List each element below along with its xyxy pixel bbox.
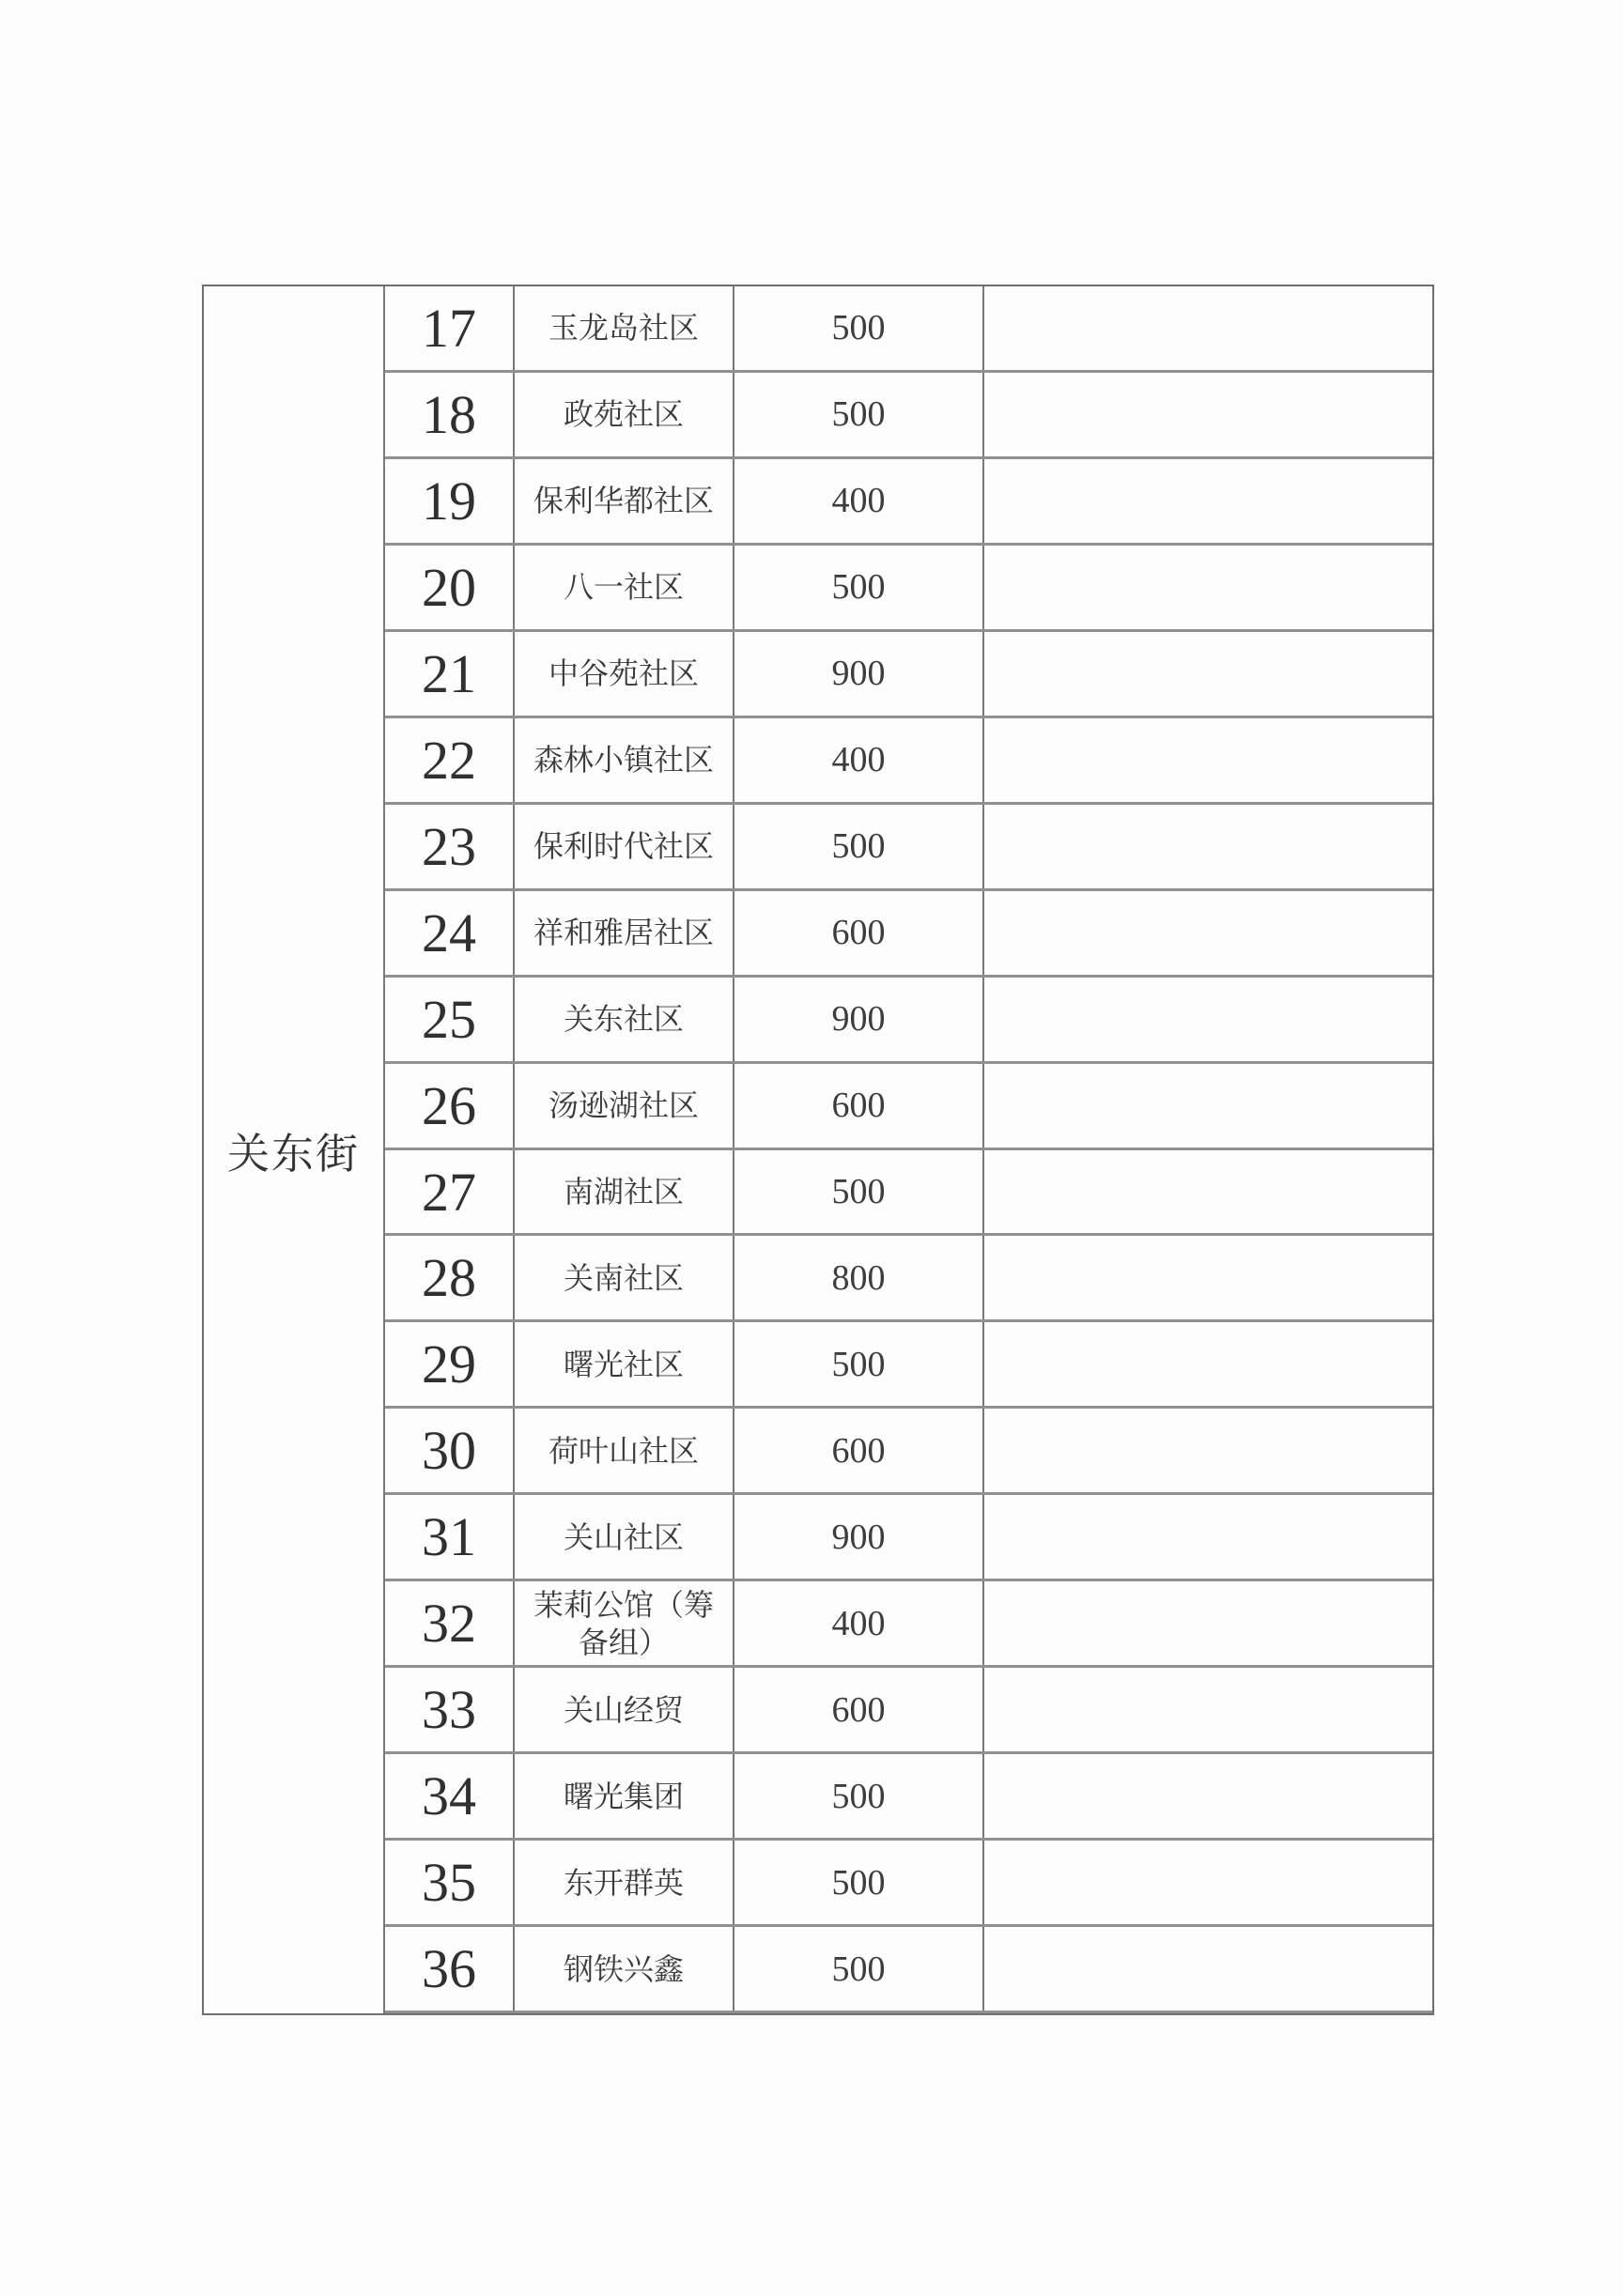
table-row — [385, 718, 1432, 805]
amount-cell: 600 — [734, 1064, 984, 1148]
amount-cell: 400 — [734, 1581, 984, 1665]
community-name-cell: 森林小镇社区 — [515, 718, 734, 802]
allocation-table — [202, 285, 1434, 2015]
amount-cell: 500 — [734, 1150, 984, 1234]
serial-number-cell: 30 — [385, 1409, 515, 1492]
amount-cell: 800 — [734, 1236, 984, 1319]
amount-cell: 900 — [734, 1495, 984, 1579]
serial-number-cell: 36 — [385, 1927, 515, 2011]
community-name-cell: 关南社区 — [515, 1236, 734, 1319]
amount-cell: 400 — [734, 718, 984, 802]
table-row — [385, 805, 1432, 891]
serial-number-cell: 22 — [385, 718, 515, 802]
remarks-cell — [984, 1064, 1432, 1148]
remarks-cell — [984, 1927, 1432, 2011]
amount-cell: 500 — [734, 1322, 984, 1406]
serial-number-cell: 20 — [385, 546, 515, 629]
remarks-cell — [984, 805, 1432, 888]
remarks-cell — [984, 1581, 1432, 1665]
table-row — [385, 1927, 1432, 2013]
amount-cell: 500 — [734, 1841, 984, 1924]
remarks-cell — [984, 459, 1432, 543]
amount-cell: 500 — [734, 1927, 984, 2011]
serial-number-cell: 31 — [385, 1495, 515, 1579]
amount-cell: 600 — [734, 891, 984, 975]
amount-cell: 500 — [734, 546, 984, 629]
table-row — [385, 1409, 1432, 1495]
serial-number-cell: 23 — [385, 805, 515, 888]
community-name-cell: 关山社区 — [515, 1495, 734, 1579]
community-name-cell: 曙光社区 — [515, 1322, 734, 1406]
serial-number-cell: 18 — [385, 373, 515, 456]
community-name-cell: 关山经贸 — [515, 1668, 734, 1751]
community-name-cell: 荷叶山社区 — [515, 1409, 734, 1492]
table-row — [385, 1581, 1432, 1668]
community-name-cell: 茉莉公馆（筹备组） — [515, 1581, 734, 1665]
amount-cell: 600 — [734, 1409, 984, 1492]
serial-number-cell: 17 — [385, 286, 515, 370]
community-name-cell: 中谷苑社区 — [515, 632, 734, 716]
community-name-cell: 八一社区 — [515, 546, 734, 629]
serial-number-cell: 32 — [385, 1581, 515, 1665]
amount-cell: 500 — [734, 286, 984, 370]
table-row — [385, 1236, 1432, 1322]
remarks-cell — [984, 1236, 1432, 1319]
table-row — [385, 1322, 1432, 1409]
remarks-cell — [984, 1495, 1432, 1579]
serial-number-cell: 27 — [385, 1150, 515, 1234]
community-name-cell: 曙光集团 — [515, 1754, 734, 1838]
amount-cell: 500 — [734, 1754, 984, 1838]
table-row — [385, 459, 1432, 546]
community-name-cell: 玉龙岛社区 — [515, 286, 734, 370]
amount-cell: 900 — [734, 632, 984, 716]
serial-number-cell: 28 — [385, 1236, 515, 1319]
amount-cell: 500 — [734, 373, 984, 456]
serial-number-cell: 29 — [385, 1322, 515, 1406]
table-row — [385, 1150, 1432, 1237]
serial-number-cell: 35 — [385, 1841, 515, 1924]
table-row — [385, 1495, 1432, 1581]
street-merged-cell — [204, 286, 385, 2013]
amount-cell: 600 — [734, 1668, 984, 1751]
amount-cell: 400 — [734, 459, 984, 543]
remarks-cell — [984, 286, 1432, 370]
community-name-cell: 祥和雅居社区 — [515, 891, 734, 975]
table-row — [385, 1841, 1432, 1927]
table-row — [385, 1754, 1432, 1841]
remarks-cell — [984, 1841, 1432, 1924]
remarks-cell — [984, 891, 1432, 975]
table-row — [385, 632, 1432, 718]
remarks-cell — [984, 632, 1432, 716]
serial-number-cell: 26 — [385, 1064, 515, 1148]
remarks-cell — [984, 1322, 1432, 1406]
remarks-cell — [984, 718, 1432, 802]
community-name-cell: 东开群英 — [515, 1841, 734, 1924]
serial-number-cell: 34 — [385, 1754, 515, 1838]
serial-number-cell: 21 — [385, 632, 515, 716]
community-name-cell: 保利华都社区 — [515, 459, 734, 543]
remarks-cell — [984, 1668, 1432, 1751]
community-name-cell: 保利时代社区 — [515, 805, 734, 888]
remarks-cell — [984, 1150, 1432, 1234]
community-name-cell: 关东社区 — [515, 978, 734, 1061]
table-row — [385, 546, 1432, 632]
remarks-cell — [984, 546, 1432, 629]
community-name-cell: 钢铁兴鑫 — [515, 1927, 734, 2011]
community-name-cell: 汤逊湖社区 — [515, 1064, 734, 1148]
community-name-cell: 南湖社区 — [515, 1150, 734, 1234]
serial-number-cell: 33 — [385, 1668, 515, 1751]
community-name-cell: 政苑社区 — [515, 373, 734, 456]
remarks-cell — [984, 373, 1432, 456]
serial-number-cell: 25 — [385, 978, 515, 1061]
table-row — [385, 1668, 1432, 1754]
table-rows-container — [385, 286, 1432, 2013]
table-row — [385, 978, 1432, 1064]
serial-number-cell: 24 — [385, 891, 515, 975]
amount-cell: 900 — [734, 978, 984, 1061]
street-name-label: 关东街 — [226, 1131, 360, 1178]
amount-cell: 500 — [734, 805, 984, 888]
remarks-cell — [984, 1754, 1432, 1838]
table-row — [385, 891, 1432, 978]
table-row — [385, 286, 1432, 373]
table-row — [385, 1064, 1432, 1150]
serial-number-cell: 19 — [385, 459, 515, 543]
table-row — [385, 373, 1432, 459]
remarks-cell — [984, 978, 1432, 1061]
remarks-cell — [984, 1409, 1432, 1492]
